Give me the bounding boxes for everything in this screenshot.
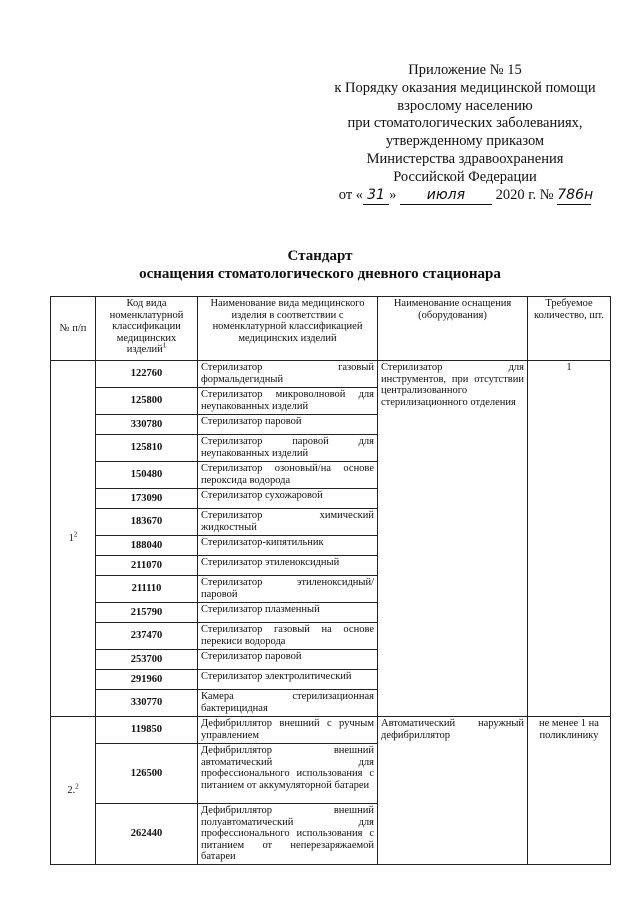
- document-title: Стандарт: [287, 248, 353, 264]
- header-line: при стоматологических заболеваниях,: [347, 115, 583, 132]
- code-cell: 126500: [96, 744, 198, 804]
- code-cell: 122760: [96, 361, 198, 388]
- row-number-cell: [51, 717, 96, 865]
- header-quantity: Требуемое количество, шт.: [528, 297, 611, 361]
- name-cell: Стерилизатор этиленоксидный/паровой: [198, 576, 378, 603]
- name-cell: Стерилизатор плазменный: [198, 603, 378, 623]
- table-row: [51, 361, 611, 388]
- name-cell: Стерилизатор сухожаровой: [198, 489, 378, 509]
- order-number-handwritten: 786н: [557, 187, 591, 206]
- name-cell: Дефибриллятор внешний автоматический для профессионального использования с питанием от аккумуляторной батареи: [198, 744, 378, 804]
- order-date-line: [300, 187, 630, 206]
- header-code-text: Код вида номенклатурной классификации медицинских изделий: [109, 298, 184, 356]
- header-equipment: Наименование оснащения (оборудования): [378, 297, 528, 361]
- equipment-cell: Автоматический наружный дефибриллятор: [378, 717, 528, 865]
- header-line: к Порядку оказания медицинской помощи: [334, 79, 596, 96]
- name-cell: Дефибриллятор внешний полуавтоматический для профессионального использования с питанием от неперезаряжаемой батареи: [198, 804, 378, 865]
- name-cell: Камера стерилизационная бактерицидная: [198, 690, 378, 717]
- order-month-handwritten: июля: [400, 187, 492, 206]
- header-line: взрослому населению: [397, 97, 533, 114]
- quantity-cell: 1: [528, 361, 611, 717]
- name-cell: Стерилизатор этиленоксидный: [198, 556, 378, 576]
- name-cell: Стерилизатор озоновый/на основе пероксида водорода: [198, 462, 378, 489]
- document-header: [300, 62, 630, 205]
- name-cell: Дефибриллятор внешний с ручным управлением: [198, 717, 378, 744]
- header-line: Российской Федерации: [393, 168, 537, 185]
- code-cell: 125800: [96, 388, 198, 415]
- footnote-ref: 2: [73, 530, 78, 539]
- name-cell: Стерилизатор микроволновой для неупакованных изделий: [198, 388, 378, 415]
- order-day-handwritten: 31: [363, 187, 389, 206]
- name-cell: Стерилизатор паровой для неупакованных изделий: [198, 435, 378, 462]
- code-cell: 211070: [96, 556, 198, 576]
- header-code: [96, 297, 198, 361]
- order-from-label: от «: [338, 186, 364, 203]
- code-cell: 291960: [96, 670, 198, 690]
- code-cell: 119850: [96, 717, 198, 744]
- table-header-row: [51, 297, 611, 361]
- document-subtitle: оснащения стоматологического дневного стационара: [139, 266, 501, 282]
- code-cell: 211110: [96, 576, 198, 603]
- footnote-ref: 2: [75, 782, 79, 791]
- name-cell: Стерилизатор электролитический: [198, 670, 378, 690]
- header-line: утвержденному приказом: [385, 133, 545, 150]
- appendix-number: Приложение № 15: [408, 62, 522, 78]
- code-cell: 215790: [96, 603, 198, 623]
- code-cell: 237470: [96, 623, 198, 650]
- code-cell: 173090: [96, 489, 198, 509]
- name-cell: Стерилизатор-кипятильник: [198, 536, 378, 556]
- code-cell: 188040: [96, 536, 198, 556]
- name-cell: Стерилизатор паровой: [198, 650, 378, 670]
- code-cell: 253700: [96, 650, 198, 670]
- name-cell: Стерилизатор газовый на основе перекиси водорода: [198, 623, 378, 650]
- footnote-ref: 1: [162, 341, 167, 350]
- order-year-label: 2020 г. №: [495, 186, 554, 203]
- row-number-cell: [51, 361, 96, 717]
- row-number: 1: [68, 532, 74, 544]
- name-cell: Стерилизатор химический жидкостный: [198, 509, 378, 536]
- quantity-cell: не менее 1 на поликлинику: [528, 717, 611, 865]
- header-name: Наименование вида медицинского изделия в соответствии с номенклатурной классификацией медицинских изделий: [198, 297, 378, 361]
- code-cell: 150480: [96, 462, 198, 489]
- table-row: [51, 717, 611, 744]
- header-line: Министерства здравоохранения: [366, 150, 564, 167]
- code-cell: 330770: [96, 690, 198, 717]
- code-cell: 183670: [96, 509, 198, 536]
- name-cell: Стерилизатор паровой: [198, 415, 378, 435]
- order-mid-label: »: [389, 186, 397, 203]
- code-cell: 330780: [96, 415, 198, 435]
- name-cell: Стерилизатор газовый формальдегидный: [198, 361, 378, 388]
- header-num: № п/п: [51, 297, 96, 361]
- equipment-cell: Стерилизатор для инструментов, при отсутствии централизованного стерилизационного отделения: [378, 361, 528, 717]
- equipment-table: [50, 296, 611, 865]
- code-cell: 262440: [96, 804, 198, 865]
- code-cell: 125810: [96, 435, 198, 462]
- row-number: 2.: [67, 784, 76, 796]
